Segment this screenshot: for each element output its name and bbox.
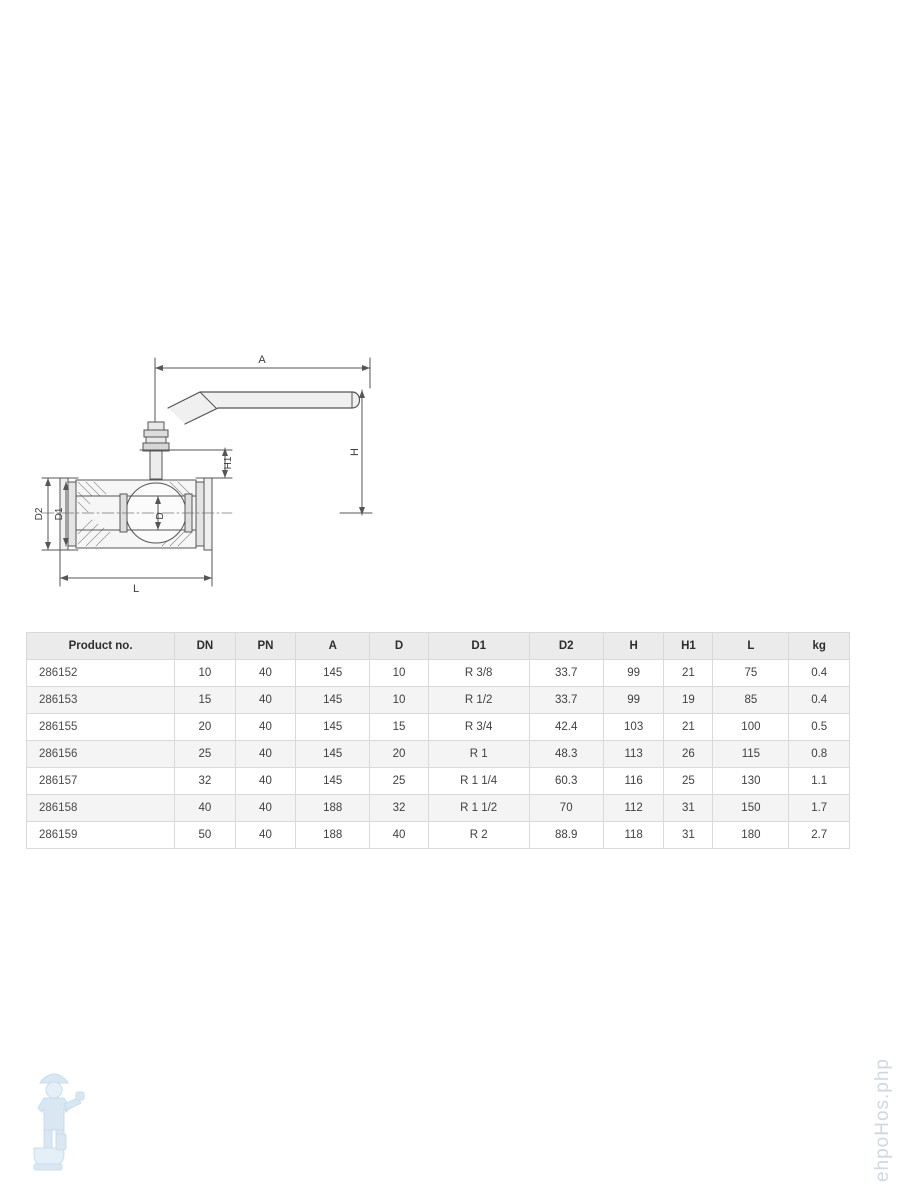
cell-kg: 1.1 — [789, 768, 850, 795]
cell-a: 145 — [296, 741, 370, 768]
column-header-d2: D2 — [529, 633, 603, 660]
cell-l: 180 — [713, 822, 789, 849]
cell-dn: 10 — [175, 660, 236, 687]
dim-label-a: A — [258, 354, 266, 366]
cell-h: 116 — [603, 768, 664, 795]
cell-kg: 0.4 — [789, 660, 850, 687]
cell-d1: R 1 1/2 — [428, 795, 529, 822]
cell-pn: 40 — [235, 660, 296, 687]
cell-d: 20 — [370, 741, 428, 768]
table-row — [27, 795, 850, 822]
cell-l: 100 — [713, 714, 789, 741]
cell-h: 112 — [603, 795, 664, 822]
cell-dn: 20 — [175, 714, 236, 741]
cell-d2: 70 — [529, 795, 603, 822]
cell-kg: 0.8 — [789, 741, 850, 768]
cell-dn: 25 — [175, 741, 236, 768]
cell-a: 145 — [296, 687, 370, 714]
cell-l: 75 — [713, 660, 789, 687]
table-row — [27, 768, 850, 795]
dim-label-h1: H1 — [223, 456, 234, 470]
cell-h: 99 — [603, 660, 664, 687]
dim-label-l: L — [132, 583, 140, 595]
spec-table-container — [26, 632, 850, 849]
cell-d2: 33.7 — [529, 660, 603, 687]
cell-h1: 21 — [664, 714, 713, 741]
table-header-row — [27, 633, 850, 660]
cell-kg: 2.7 — [789, 822, 850, 849]
cell-h: 99 — [603, 687, 664, 714]
cell-dn: 15 — [175, 687, 236, 714]
table-row — [27, 660, 850, 687]
cell-pn: 40 — [235, 741, 296, 768]
cell-l: 150 — [713, 795, 789, 822]
cell-d2: 60.3 — [529, 768, 603, 795]
column-header-d: D — [370, 633, 428, 660]
cell-pn: 40 — [235, 768, 296, 795]
cell-d1: R 1 — [428, 741, 529, 768]
plumber-watermark-icon — [18, 1064, 98, 1174]
cell-pn: 40 — [235, 714, 296, 741]
cell-product-no: 286156 — [27, 741, 175, 768]
product-dimensions-table — [26, 632, 850, 849]
cell-a: 188 — [296, 795, 370, 822]
column-header-h1: H1 — [664, 633, 713, 660]
column-header-h: H — [603, 633, 664, 660]
cell-a: 145 — [296, 714, 370, 741]
cell-d1: R 3/8 — [428, 660, 529, 687]
cell-product-no: 286157 — [27, 768, 175, 795]
cell-dn: 32 — [175, 768, 236, 795]
column-header-l: L — [713, 633, 789, 660]
cell-d2: 33.7 — [529, 687, 603, 714]
column-header-pn: PN — [235, 633, 296, 660]
table-row — [27, 741, 850, 768]
cell-d1: R 3/4 — [428, 714, 529, 741]
cell-pn: 40 — [235, 795, 296, 822]
watermark-text: ehpoHos.php — [872, 1057, 893, 1182]
cell-d1: R 1 1/4 — [428, 768, 529, 795]
cell-d: 40 — [370, 822, 428, 849]
table-row — [27, 714, 850, 741]
cell-pn: 40 — [235, 822, 296, 849]
dim-label-d2: D2 — [34, 507, 45, 521]
cell-h: 118 — [603, 822, 664, 849]
cell-d: 10 — [370, 660, 428, 687]
cell-product-no: 286159 — [27, 822, 175, 849]
cell-d2: 42.4 — [529, 714, 603, 741]
cell-h1: 31 — [664, 795, 713, 822]
dim-label-h: H — [349, 448, 361, 456]
cell-product-no: 286158 — [27, 795, 175, 822]
column-header-product-no: Product no. — [27, 633, 175, 660]
cell-pn: 40 — [235, 687, 296, 714]
cell-kg: 1.7 — [789, 795, 850, 822]
cell-dn: 50 — [175, 822, 236, 849]
cell-a: 188 — [296, 822, 370, 849]
cell-product-no: 286152 — [27, 660, 175, 687]
table-row — [27, 687, 850, 714]
cell-d2: 88.9 — [529, 822, 603, 849]
column-header-kg: kg — [789, 633, 850, 660]
cell-product-no: 286155 — [27, 714, 175, 741]
cell-dn: 40 — [175, 795, 236, 822]
cell-l: 115 — [713, 741, 789, 768]
cell-h: 103 — [603, 714, 664, 741]
cell-d: 25 — [370, 768, 428, 795]
cell-d2: 48.3 — [529, 741, 603, 768]
cell-d: 32 — [370, 795, 428, 822]
column-header-dn: DN — [175, 633, 236, 660]
cell-h1: 19 — [664, 687, 713, 714]
cell-h1: 26 — [664, 741, 713, 768]
cell-d: 10 — [370, 687, 428, 714]
technical-drawing — [0, 330, 900, 610]
cell-h1: 25 — [664, 768, 713, 795]
cell-d1: R 1/2 — [428, 687, 529, 714]
cell-kg: 0.4 — [789, 687, 850, 714]
cell-d1: R 2 — [428, 822, 529, 849]
cell-h1: 21 — [664, 660, 713, 687]
cell-d: 15 — [370, 714, 428, 741]
cell-l: 85 — [713, 687, 789, 714]
cell-product-no: 286153 — [27, 687, 175, 714]
dim-label-d1: D1 — [54, 507, 65, 521]
cell-h1: 31 — [664, 822, 713, 849]
cell-a: 145 — [296, 660, 370, 687]
cell-l: 130 — [713, 768, 789, 795]
dim-label-d: D — [155, 512, 166, 520]
table-row — [27, 822, 850, 849]
column-header-a: A — [296, 633, 370, 660]
column-header-d1: D1 — [428, 633, 529, 660]
cell-a: 145 — [296, 768, 370, 795]
cell-h: 113 — [603, 741, 664, 768]
cell-kg: 0.5 — [789, 714, 850, 741]
